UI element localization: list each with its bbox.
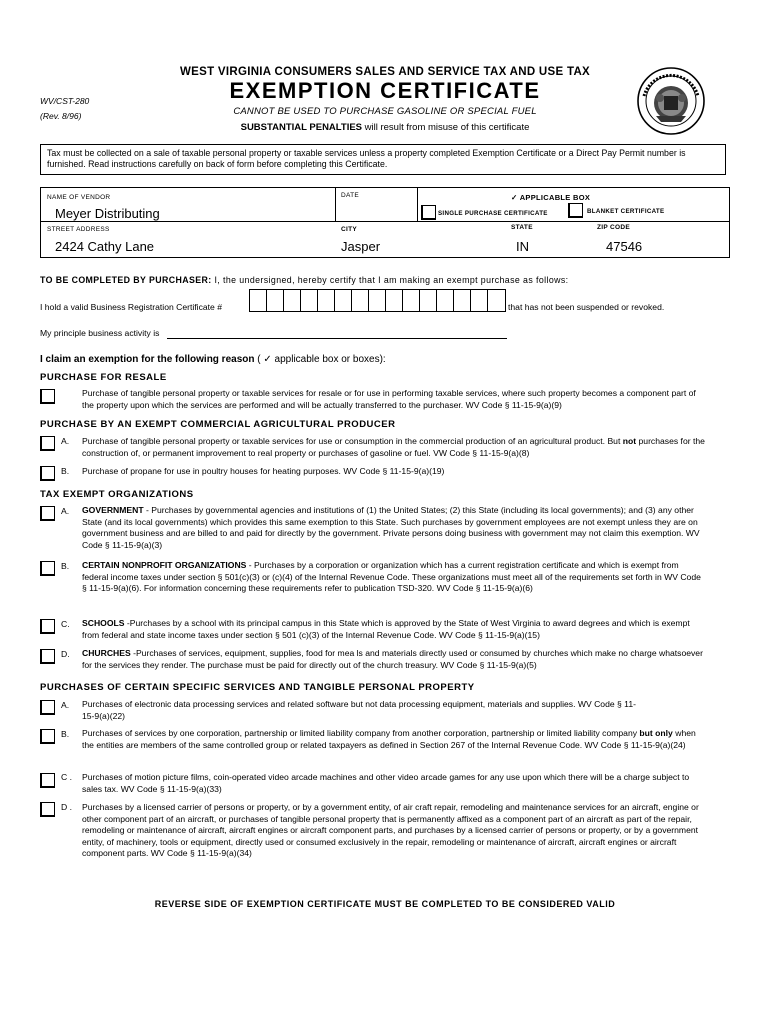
zip-field[interactable]: 47546 [606,239,643,254]
agri-a-letter: A. [61,436,70,446]
specific-a-text: Purchases of electronic data processing services and related software but not data processing equipment, materials and supplies. WV Code § 11-15-9(a)(22) [82,699,636,721]
business-activity-field[interactable] [167,338,507,339]
org-a-text [82,505,707,551]
agri-a-checkbox[interactable] [40,436,55,451]
reg-cert-suffix: that has not been suspended or revoked. [508,302,665,312]
collection-notice: Tax must be collected on a sale of taxable personal property or taxable services unless a property completed Exemption Certificate or a Direct Pay Permit number is furnished. Read instructions carefully on back of form before completing this Certificate. [40,144,726,175]
org-d-bold: CHURCHES [82,648,131,658]
specific-c-letter: C . [61,772,72,782]
specific-b-text-1: Purchases of services by one corporation, partnership or limited liability company from another corporation, partnership or limited liability company [82,728,638,738]
specific-a-letter: A. [61,700,70,710]
vendor-info-grid [40,187,730,258]
org-c-checkbox[interactable] [40,619,55,634]
form-number: WV/CST-280 [40,96,90,106]
agri-a-text-2: purchases for the construction of, or permanent improvement to real property or purchases of gasoline or fuel. VW Code § 11-15-9(a)(8) [82,436,705,458]
street-label: STREET ADDRESS [47,226,110,233]
reg-cert-label: I hold a valid Business Registration Certificate # [40,302,222,312]
grid-col-divider [335,188,336,221]
org-c-letter: C. [61,619,70,629]
org-b-text [82,560,707,595]
agri-b-text: Purchase of propane for use in poultry houses for heating purposes. WV Code § 11-15-9(a)(19) [82,466,445,476]
org-b-checkbox[interactable] [40,561,55,576]
org-b-bold: CERTAIN NONPROFIT ORGANIZATIONS [82,560,247,570]
org-b-body: - Purchases by a corporation or organization which has a current registration certificate and which is exempt from federal income taxes under section § 501(c)(3) or (c)(4) of the Internal Revenue Code. These organizations must meet all of the requirements set forth in WV Code § 11-15-9(a)(6). For information concerning these requirements refer to publication TSD-320. WV Code § 11-15-9(a)(6) [82,560,701,594]
reg-cert-number-field[interactable] [249,289,506,312]
resale-text: Purchase of tangible personal property or taxable services for resale or for use in performing taxable services, where such property becomes a component part of the property upon which the services are performed and will be actually transferred to the purchaser. WV Code § 11-15-9(a)(9) [82,388,696,410]
org-c-text [82,618,707,641]
section-title-org: TAX EXEMPT ORGANIZATIONS [40,489,194,500]
applicable-box-label: ✓ APPLICABLE BOX [511,193,591,202]
org-d-text [82,648,707,671]
org-d-body: -Purchases of services, equipment, supplies, food for mea ls and materials directly used or consumed by churches which make no charge whatsoever for the services they render. The purchase must be paid for directly out of the church treasury. WV Code § 11-15-9(a)(5) [82,648,703,670]
vendor-name-label: NAME OF VENDOR [47,194,111,201]
resale-checkbox[interactable] [40,389,55,404]
claim-bold: I claim an exemption for the following reason [40,354,255,365]
org-a-letter: A. [61,506,70,516]
specific-b-bold: but only [639,728,673,738]
street-field[interactable]: 2424 Cathy Lane [55,239,155,254]
state-label: STATE [511,224,533,231]
specific-d-checkbox[interactable] [40,802,55,817]
specific-c-text: Purchases of motion picture films, coin-operated video arcade machines and other video arcade games for any use upon which there will be a charge subject to sales tax. WV Code § 11-15-9(a)(33) [82,772,690,794]
state-seal-icon [636,66,706,136]
city-label: CITY [341,226,358,233]
business-activity-label: My principle business activity is [40,328,160,338]
grid-row-divider [41,221,729,222]
specific-b-letter: B. [61,729,70,739]
claim-instruction [40,354,386,366]
specific-d-text: Purchases by a licensed carrier of persons or property, or by a government entity, of air craft repair, remodeling and maintenance services for an aircraft, engine or other component part of an aircraft, or purchases of tangible personal property that is permanently affixed as a component part of an aircraft as part of the repair, remodeling or maintenance of aircraft, aircraft engines or aircraft component parts, and purchases by a licensed carrier of persons or property, or by a government entity, of machinery, tools or equipment, directly used or consumed exclusively in the repair, remodeling or maintenance of aircraft, aircraft engines or aircraft component parts. WV Code § 11-15-9(a)(34) [82,802,699,859]
footer-notice: REVERSE SIDE OF EXEMPTION CERTIFICATE MUST BE COMPLETED TO BE CONSIDERED VALID [154,899,616,909]
org-a-bold: GOVERNMENT [82,505,144,515]
specific-c-checkbox[interactable] [40,773,55,788]
grid-col-divider [417,188,418,221]
claim-text: ( ✓ applicable box or boxes): [257,354,386,365]
section-title-resale: PURCHASE FOR RESALE [40,372,167,383]
date-label: DATE [341,192,360,199]
purchaser-intro [40,275,569,287]
agri-b-letter: B. [61,466,70,476]
agri-a-text-1: Purchase of tangible personal property or taxable services for use or consumption in the commercial production of an agricultural product. But [82,436,621,446]
state-field[interactable]: IN [516,239,529,254]
zip-label: ZIP CODE [597,224,630,231]
page-title: EXEMPTION CERTIFICATE [229,78,541,103]
specific-b-text-2: when the entities are members of the same controlled group or related taxpayers as defined in Section 267 of the Internal Revenue Code. WV Code § 11-15-9(a)(24) [82,728,696,750]
form-revision: (Rev. 8/96) [40,111,82,121]
org-c-body: -Purchases by a school with its principal campus in this State which is approved by the State of West Virginia to award degrees and which is exempt from federal and state income taxes under section § 501 (c)(3) of the Internal Revenue Code. WV Code § 11-15-9(a)(15) [82,618,690,640]
section-title-specific: PURCHASES OF CERTAIN SPECIFIC SERVICES AND TANGIBLE PERSONAL PROPERTY [40,682,475,693]
city-field[interactable]: Jasper [341,239,381,254]
org-a-body: - Purchases by governmental agencies and institutions of (1) the United States; (2) this State (including its local governments); and (3) any other State (and its local governments) which provides this same exemption to this State. Such purchases by government employees are not exempt unless they are on government business and are billed to and paid for directly by the government. Private persons doing business with government may not claim this exemption. WV Code § 11-15-9(a)(3) [82,505,700,550]
penalty-text: will result from misuse of this certificate [364,122,530,133]
agri-b-checkbox[interactable] [40,466,55,481]
agri-a-text [82,436,707,459]
specific-a-checkbox[interactable] [40,700,55,715]
purchaser-intro-text: I, the undersigned, hereby certify that I am making an exempt purchase as follows: [214,275,569,285]
org-d-checkbox[interactable] [40,649,55,664]
org-c-bold: SCHOOLS [82,618,125,628]
specific-b-text [82,728,707,751]
org-d-letter: D. [61,649,70,659]
org-b-letter: B. [61,561,70,571]
agri-a-text-bold: not [622,436,637,446]
purchaser-intro-bold: TO BE COMPLETED BY PURCHASER: [40,275,212,285]
blanket-checkbox[interactable] [568,203,583,218]
specific-d-letter: D . [61,802,72,812]
penalty-bold: SUBSTANTIAL PENALTIES [240,122,363,133]
gasoline-warning: CANNOT BE USED TO PURCHASE GASOLINE OR SPECIAL FUEL [233,106,537,117]
org-a-checkbox[interactable] [40,506,55,521]
blanket-label: BLANKET CERTIFICATE [587,208,665,215]
single-purchase-checkbox[interactable] [421,205,436,220]
section-title-agri: PURCHASE BY AN EXEMPT COMMERCIAL AGRICULTURAL PRODUCER [40,419,396,430]
single-purchase-label: SINGLE PURCHASE CERTIFICATE [438,210,548,217]
vendor-name-field[interactable]: Meyer Distributing [55,206,160,221]
specific-b-checkbox[interactable] [40,729,55,744]
tax-heading: WEST VIRGINIA CONSUMERS SALES AND SERVICE TAX AND USE TAX [179,66,591,78]
